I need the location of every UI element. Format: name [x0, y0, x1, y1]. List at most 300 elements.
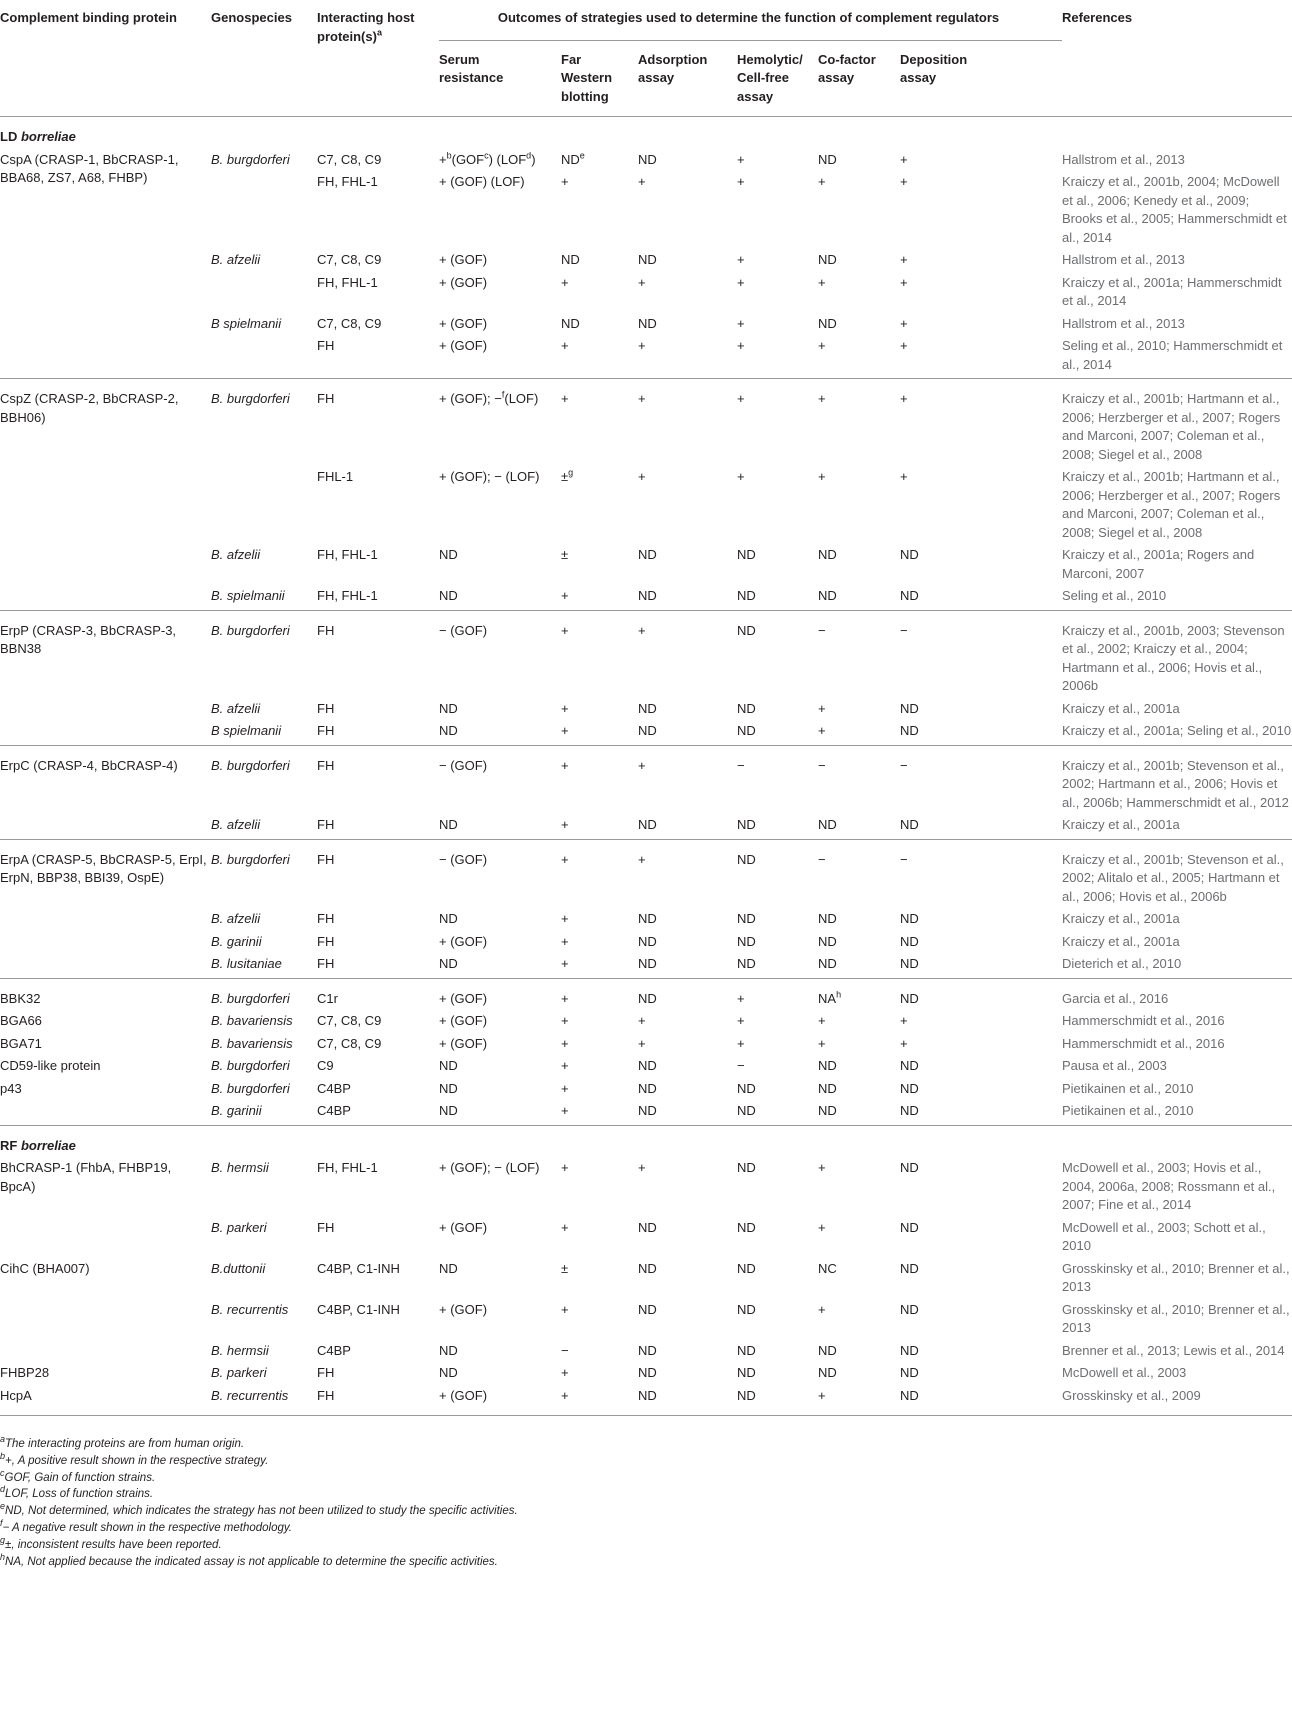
- far-western-cell: +: [561, 1035, 569, 1051]
- genospecies-cell: B. afzelii: [211, 700, 261, 716]
- far-western-cell: +: [561, 956, 569, 971]
- far-western-cell: $ND^e$: [561, 150, 585, 167]
- footnote: $^f$− A negative result shown in the respective methodology.: [0, 1518, 292, 1534]
- reference-cell: Kraiczy et al., 2001a; Rogers and Marconi, 2007: [1062, 547, 1255, 581]
- deposition-cell: +: [900, 469, 908, 484]
- deposition-cell: ND: [900, 911, 919, 926]
- serum-cell: ND: [439, 956, 458, 971]
- reference-cell: Kraiczy et al., 2001b, 2004; McDowell et al., 2006; Kenedy et al., 2009; Brooks et al., 2005; Hammerschmidt et al., 2014: [1062, 174, 1287, 245]
- deposition-cell: +: [900, 338, 908, 353]
- cofactor-cell: +: [818, 1035, 826, 1051]
- protein-cell: CihC (BHA007): [0, 1260, 90, 1276]
- protein-cell: [0, 1098, 211, 1125]
- serum-cell: + (GOF): [439, 933, 488, 949]
- serum-cell: + (GOF): [439, 1301, 488, 1317]
- footnote: $^d$LOF, Loss of function strains.: [0, 1484, 154, 1501]
- cofactor-cell: +: [818, 469, 826, 484]
- genospecies-cell: [211, 169, 317, 247]
- table-footnotes: [0, 1436, 518, 1570]
- serum-cell: + (GOF): [439, 315, 488, 331]
- adsorption-cell: ND: [638, 1219, 657, 1235]
- host-cell: FH: [317, 622, 335, 638]
- table-row: [0, 1256, 1292, 1297]
- adsorption-cell: ND: [638, 252, 657, 267]
- hemolytic-cell: +: [737, 391, 745, 406]
- adsorption-cell: +: [638, 391, 646, 406]
- deposition-cell: ND: [900, 1342, 919, 1358]
- genospecies-cell: B.duttonii: [211, 1260, 266, 1276]
- host-cell: FH: [317, 338, 335, 353]
- hemolytic-cell: ND: [737, 700, 756, 716]
- host-cell: C1r: [317, 990, 338, 1006]
- section-rf-title: RF borreliae: [0, 1137, 76, 1153]
- genospecies-cell: B. parkeri: [211, 1219, 267, 1235]
- table-row: [0, 1155, 1292, 1215]
- host-cell: FH: [317, 956, 335, 971]
- reference-cell: Hallstrom et al., 2013: [1062, 252, 1185, 267]
- reference-cell: McDowell et al., 2003: [1062, 1365, 1187, 1380]
- far-western-cell: +: [561, 1013, 569, 1028]
- hemolytic-cell: ND: [737, 1160, 756, 1175]
- host-cell: C9: [317, 1058, 334, 1073]
- host-cell: FH: [317, 817, 335, 832]
- genospecies-cell: B. recurrentis: [211, 1301, 289, 1317]
- far-western-cell: +: [561, 1080, 569, 1096]
- far-western-cell: +: [561, 757, 569, 773]
- reference-cell: Kraiczy et al., 2001b, 2003; Stevenson et al., 2002; Kraiczy et al., 2004; Hartmann et al., 2006; Hovis et al., 2006b: [1062, 622, 1285, 693]
- genospecies-cell: B. burgdorferi: [211, 990, 290, 1006]
- deposition-cell: ND: [900, 1219, 919, 1235]
- far-western-cell: +: [561, 174, 569, 189]
- deposition-cell: ND: [900, 956, 919, 971]
- far-western-cell: +: [561, 851, 569, 867]
- header-row: [0, 0, 1292, 41]
- host-cell: FH: [317, 911, 335, 926]
- hemolytic-cell: ND: [737, 1387, 756, 1403]
- adsorption-cell: ND: [638, 1058, 657, 1073]
- host-cell: FH: [317, 1219, 335, 1235]
- deposition-cell: ND: [900, 1260, 919, 1276]
- hemolytic-cell: +: [737, 1035, 745, 1051]
- genospecies-cell: B spielmanii: [211, 315, 282, 331]
- hemolytic-cell: +: [737, 469, 745, 484]
- reference-cell: Kraiczy et al., 2001b; Stevenson et al., 2002; Hartmann et al., 2006; Hovis et al., 2006b; Hammerschmidt et al., 2012: [1062, 757, 1289, 810]
- reference-cell: McDowell et al., 2003; Hovis et al., 2004, 2006a, 2008; Rossmann et al., 2007; Fine et al., 2014: [1062, 1160, 1276, 1212]
- adsorption-cell: ND: [638, 911, 657, 926]
- adsorption-cell: ND: [638, 1103, 657, 1118]
- adsorption-cell: ND: [638, 1365, 657, 1380]
- genospecies-cell: B. hermsii: [211, 1160, 269, 1175]
- cofactor-cell: ND: [818, 817, 837, 832]
- reference-cell: Kraiczy et al., 2001a: [1062, 933, 1180, 949]
- deposition-cell: +: [900, 391, 908, 406]
- reference-cell: Seling et al., 2010: [1062, 588, 1167, 603]
- adsorption-cell: +: [638, 1013, 646, 1028]
- serum-cell: + (GOF): [439, 1035, 488, 1051]
- deposition-cell: ND: [900, 1058, 919, 1073]
- serum-cell: + (GOF): [439, 1219, 488, 1235]
- reference-cell: Brenner et al., 2013; Lewis et al., 2014: [1062, 1342, 1285, 1358]
- hemolytic-cell: ND: [737, 911, 756, 926]
- section-ld-title: LD borreliae: [0, 129, 76, 144]
- hemolytic-cell: ND: [737, 933, 756, 949]
- host-cell: FH: [317, 933, 335, 949]
- protein-cell: FHBP28: [0, 1365, 50, 1380]
- host-cell: FH: [317, 700, 335, 716]
- serum-cell: ND: [439, 1058, 458, 1073]
- host-cell: C4BP: [317, 1103, 351, 1118]
- deposition-cell: ND: [900, 547, 919, 562]
- deposition-cell: ND: [900, 1301, 919, 1317]
- hemolytic-cell: +: [737, 151, 745, 167]
- host-cell: FH: [317, 391, 335, 406]
- deposition-cell: ND: [900, 1160, 919, 1175]
- far-western-cell: +: [561, 588, 569, 603]
- table-row: [0, 1008, 1292, 1031]
- genospecies-cell: B. hermsii: [211, 1342, 269, 1358]
- serum-cell: ND: [439, 723, 458, 738]
- reference-cell: Pietikainen et al., 2010: [1062, 1080, 1194, 1096]
- hemolytic-cell: ND: [737, 1219, 756, 1235]
- far-western-cell: +: [561, 391, 569, 406]
- genospecies-cell: B. burgdorferi: [211, 1058, 290, 1073]
- reference-cell: Hallstrom et al., 2013: [1062, 315, 1185, 331]
- header-deposition: Deposition assay: [900, 51, 968, 85]
- cofactor-cell: +: [818, 274, 826, 290]
- table-row: [0, 839, 1292, 906]
- serum-cell: ND: [439, 817, 458, 832]
- far-western-cell: +: [561, 700, 569, 716]
- hemolytic-cell: ND: [737, 1080, 756, 1096]
- far-western-cell: +: [561, 933, 569, 949]
- serum-cell: ND: [439, 1260, 458, 1276]
- adsorption-cell: ND: [638, 547, 657, 562]
- cofactor-cell: ND: [818, 1365, 837, 1380]
- section-rf: [0, 1125, 1292, 1155]
- genospecies-cell: B. afzelii: [211, 547, 261, 562]
- deposition-cell: −: [900, 851, 908, 867]
- cofactor-cell: ND: [818, 1342, 837, 1358]
- table-row: [0, 745, 1292, 812]
- protein-cell: BhCRASP-1 (FhbA, FHBP19, BpcA): [0, 1160, 172, 1194]
- adsorption-cell: ND: [638, 1387, 657, 1403]
- protein-cell: ErpA (CRASP-5, BbCRASP-5, ErpI, ErpN, BBP38, BBI39, OspE): [0, 851, 207, 885]
- header-host-protein: Interacting host $protein(s)^a$: [317, 10, 415, 44]
- cofactor-cell: ND: [818, 933, 837, 949]
- serum-cell: + (GOF); − (LOF): [439, 469, 540, 484]
- deposition-cell: ND: [900, 933, 919, 949]
- adsorption-cell: ND: [638, 700, 657, 716]
- deposition-cell: −: [900, 757, 908, 773]
- adsorption-cell: +: [638, 622, 646, 638]
- hemolytic-cell: −: [737, 1058, 745, 1073]
- table-row: [0, 610, 1292, 696]
- host-cell: FH: [317, 851, 335, 867]
- protein-cell: CspA (CRASP-1, BbCRASP-1, BBA68, ZS7, A68, FHBP): [0, 151, 179, 185]
- genospecies-cell: [211, 333, 317, 379]
- reference-cell: Kraiczy et al., 2001b; Stevenson et al., 2002; Alitalo et al., 2005; Hartmann et al., 2006; Hovis et al., 2006b: [1062, 851, 1284, 904]
- host-cell: C4BP: [317, 1080, 351, 1096]
- host-cell: C4BP: [317, 1342, 351, 1358]
- cofactor-cell: +: [818, 1219, 826, 1235]
- table-row: [0, 147, 1292, 170]
- cofactor-cell: ND: [818, 588, 837, 603]
- protein-cell: HcpA: [0, 1387, 32, 1403]
- genospecies-cell: B. lusitaniae: [211, 956, 282, 971]
- far-western-cell: ND: [561, 315, 580, 331]
- hemolytic-cell: +: [737, 315, 745, 331]
- cofactor-cell: +: [818, 1160, 826, 1175]
- header-protein: Complement binding protein: [0, 10, 177, 25]
- cofactor-cell: NC: [818, 1260, 837, 1276]
- far-western-cell: +: [561, 723, 569, 738]
- adsorption-cell: +: [638, 851, 646, 867]
- deposition-cell: ND: [900, 723, 919, 738]
- protein-cell: BGA66: [0, 1013, 42, 1028]
- serum-cell: + (GOF): [439, 252, 488, 267]
- host-cell: FH, FHL-1: [317, 588, 378, 603]
- hemolytic-cell: ND: [737, 817, 756, 832]
- genospecies-cell: B. garinii: [211, 1103, 262, 1118]
- reference-cell: Seling et al., 2010; Hammerschmidt et al., 2014: [1062, 338, 1283, 372]
- adsorption-cell: +: [638, 1035, 646, 1051]
- genospecies-cell: B. burgdorferi: [211, 757, 290, 773]
- table-row: [0, 1098, 1292, 1125]
- serum-cell: + (GOF): [439, 338, 488, 353]
- reference-cell: Grosskinsky et al., 2010; Brenner et al., 2013: [1062, 1301, 1290, 1335]
- host-cell: FH, FHL-1: [317, 174, 378, 189]
- far-western-cell: ±: [561, 1260, 569, 1276]
- cofactor-cell: +: [818, 1301, 826, 1317]
- far-western-cell: +: [561, 990, 569, 1006]
- serum-cell: + (GOF); − (LOF): [439, 1160, 540, 1175]
- cofactor-cell: +: [818, 700, 826, 716]
- serum-cell: ND: [439, 911, 458, 926]
- host-cell: FH: [317, 757, 335, 773]
- cofactor-cell: ND: [818, 956, 837, 971]
- hemolytic-cell: ND: [737, 622, 756, 638]
- far-western-cell: +: [561, 911, 569, 926]
- protein-cell: BBK32: [0, 990, 41, 1006]
- hemolytic-cell: +: [737, 1013, 745, 1028]
- genospecies-cell: B. parkeri: [211, 1365, 267, 1380]
- host-cell: C7, C8, C9: [317, 1013, 382, 1028]
- cofactor-cell: ND: [818, 1103, 837, 1118]
- deposition-cell: +: [900, 315, 908, 331]
- far-western-cell: ND: [561, 252, 580, 267]
- table-row: [0, 1053, 1292, 1076]
- reference-cell: Kraiczy et al., 2001a: [1062, 911, 1180, 926]
- protein-cell: ErpC (CRASP-4, BbCRASP-4): [0, 757, 178, 773]
- serum-cell: − (GOF): [439, 622, 488, 638]
- serum-cell: ND: [439, 588, 458, 603]
- hemolytic-cell: ND: [737, 1301, 756, 1317]
- hemolytic-cell: ND: [737, 1342, 756, 1358]
- footnote: $^c$GOF, Gain of function strains.: [0, 1467, 156, 1484]
- header-hemolytic: Hemolytic/ Cell-free assay: [737, 51, 803, 104]
- section-ld: [0, 117, 1292, 147]
- footnote: $^e$ND, Not determined, which indicates the strategy has not been utilized to study the specific activities.: [0, 1501, 518, 1518]
- header-outcomes: Outcomes of strategies used to determine the function of complement regulators: [439, 0, 1062, 41]
- adsorption-cell: ND: [638, 990, 657, 1006]
- header-adsorption: Adsorption assay: [638, 51, 708, 85]
- cofactor-cell: ND: [818, 911, 837, 926]
- table-row: [0, 379, 1292, 465]
- host-cell: C7, C8, C9: [317, 1035, 382, 1051]
- host-cell: C7, C8, C9: [317, 151, 382, 167]
- footnote: $^h$NA, Not applied because the indicated assay is not applicable to determine the specific activities.: [0, 1551, 498, 1568]
- cofactor-cell: ND: [818, 1080, 837, 1096]
- genospecies-cell: B. burgdorferi: [211, 851, 290, 867]
- table-row: [0, 1383, 1292, 1416]
- header-references: References: [1062, 10, 1133, 25]
- genospecies-cell: B. burgdorferi: [211, 622, 290, 638]
- genospecies-cell: B. garinii: [211, 933, 262, 949]
- genospecies-cell: B. burgdorferi: [211, 1080, 290, 1096]
- deposition-cell: ND: [900, 700, 919, 716]
- serum-cell: + (GOF); −$^f$(LOF): [439, 389, 539, 406]
- serum-cell: ND: [439, 1103, 458, 1118]
- reference-cell: Hammerschmidt et al., 2016: [1062, 1013, 1225, 1028]
- reference-cell: Kraiczy et al., 2001a: [1062, 700, 1180, 716]
- deposition-cell: +: [900, 274, 908, 290]
- serum-cell: + (GOF) (LOF): [439, 174, 525, 189]
- far-western-cell: +: [561, 1219, 569, 1235]
- deposition-cell: ND: [900, 1080, 919, 1096]
- footnote: $^a$The interacting proteins are from human origin.: [0, 1434, 245, 1450]
- far-western-cell: ±: [561, 547, 569, 562]
- reference-cell: Garcia et al., 2016: [1062, 990, 1169, 1006]
- deposition-cell: +: [900, 1013, 908, 1028]
- hemolytic-cell: +: [737, 274, 745, 290]
- adsorption-cell: +: [638, 1160, 646, 1175]
- far-western-cell: +: [561, 1160, 569, 1175]
- far-western-cell: +: [561, 1301, 569, 1317]
- serum-cell: + (GOF): [439, 1387, 488, 1403]
- cofactor-cell: +: [818, 174, 826, 189]
- header-cofactor: Co-factor assay: [818, 51, 876, 85]
- deposition-cell: ND: [900, 1387, 919, 1403]
- reference-cell: Grosskinsky et al., 2010; Brenner et al., 2013: [1062, 1260, 1290, 1294]
- host-cell: C4BP, C1-INH: [317, 1301, 400, 1317]
- reference-cell: Kraiczy et al., 2001a; Seling et al., 2010: [1062, 723, 1292, 738]
- cofactor-cell: +: [818, 1387, 826, 1403]
- adsorption-cell: +: [638, 274, 646, 290]
- genospecies-cell: B. bavariensis: [211, 1013, 293, 1028]
- reference-cell: Kraiczy et al., 2001b; Hartmann et al., 2006; Herzberger et al., 2007; Rogers and Marconi, 2007; Coleman et al., 2008; Siegel et al., 2008: [1062, 469, 1281, 540]
- adsorption-cell: ND: [638, 588, 657, 603]
- adsorption-cell: ND: [638, 956, 657, 971]
- hemolytic-cell: +: [737, 990, 745, 1006]
- reference-cell: Dieterich et al., 2010: [1062, 956, 1182, 971]
- footnote: $^b$+, A positive result shown in the respective strategy.: [0, 1450, 269, 1467]
- serum-cell: ND: [439, 700, 458, 716]
- cofactor-cell: $NA^h$: [818, 989, 842, 1006]
- cofactor-cell: ND: [818, 1058, 837, 1073]
- hemolytic-cell: +: [737, 338, 745, 353]
- protein-cell: BGA71: [0, 1035, 42, 1051]
- serum-cell: + (GOF): [439, 990, 488, 1006]
- cofactor-cell: −: [818, 851, 826, 867]
- genospecies-cell: B. bavariensis: [211, 1035, 293, 1051]
- hemolytic-cell: ND: [737, 956, 756, 971]
- genospecies-cell: [211, 270, 317, 311]
- far-western-cell: +: [561, 274, 569, 290]
- host-cell: FH: [317, 1365, 335, 1380]
- hemolytic-cell: +: [737, 174, 745, 189]
- adsorption-cell: ND: [638, 817, 657, 832]
- far-western-cell: +: [561, 1103, 569, 1118]
- adsorption-cell: ND: [638, 1260, 657, 1276]
- table-row: [0, 1031, 1292, 1054]
- cofactor-cell: +: [818, 338, 826, 353]
- deposition-cell: ND: [900, 1103, 919, 1118]
- cofactor-cell: +: [818, 1013, 826, 1028]
- table-row: [0, 1076, 1292, 1099]
- host-cell: C7, C8, C9: [317, 252, 382, 267]
- host-cell: FH: [317, 723, 335, 738]
- host-cell: FH, FHL-1: [317, 547, 378, 562]
- cofactor-cell: ND: [818, 547, 837, 562]
- host-cell: FH, FHL-1: [317, 1160, 378, 1175]
- header-genospecies: Genospecies: [211, 10, 292, 25]
- header-serum-resistance: Serum resistance: [439, 51, 504, 85]
- footnote: $^g$±, inconsistent results have been reported.: [0, 1534, 222, 1551]
- deposition-cell: +: [900, 1035, 908, 1051]
- far-western-cell: −: [561, 1342, 569, 1358]
- far-western-cell: +: [561, 338, 569, 353]
- adsorption-cell: ND: [638, 151, 657, 167]
- far-western-cell: +: [561, 1365, 569, 1380]
- host-cell: FHL-1: [317, 469, 354, 484]
- reference-cell: Kraiczy et al., 2001a: [1062, 817, 1180, 832]
- hemolytic-cell: ND: [737, 723, 756, 738]
- genospecies-cell: B spielmanii: [211, 723, 282, 738]
- protein-cell: ErpP (CRASP-3, BbCRASP-3, BBN38: [0, 622, 177, 656]
- genospecies-cell: B. afzelii: [211, 817, 261, 832]
- serum-cell: ND: [439, 1080, 458, 1096]
- deposition-cell: +: [900, 151, 908, 167]
- adsorption-cell: ND: [638, 1301, 657, 1317]
- hemolytic-cell: +: [737, 252, 745, 267]
- serum-cell: ND: [439, 547, 458, 562]
- far-western-cell: +: [561, 1058, 569, 1073]
- adsorption-cell: ND: [638, 723, 657, 738]
- host-cell: FH, FHL-1: [317, 274, 378, 290]
- genospecies-cell: B. afzelii: [211, 911, 261, 926]
- serum-cell: − (GOF): [439, 851, 488, 867]
- reference-cell: Kraiczy et al., 2001a; Hammerschmidt et al., 2014: [1062, 274, 1282, 308]
- genospecies-cell: B. afzelii: [211, 252, 261, 267]
- far-western-cell: ±$^g$: [561, 467, 574, 484]
- table-row: [0, 978, 1292, 1008]
- reference-cell: McDowell et al., 2003; Schott et al., 2010: [1062, 1219, 1266, 1253]
- deposition-cell: ND: [900, 588, 919, 603]
- host-cell: FH: [317, 1387, 335, 1403]
- host-cell: C4BP, C1-INH: [317, 1260, 400, 1276]
- serum-cell: + (GOF): [439, 274, 488, 290]
- hemolytic-cell: ND: [737, 588, 756, 603]
- reference-cell: Pausa et al., 2003: [1062, 1058, 1167, 1073]
- reference-cell: Hammerschmidt et al., 2016: [1062, 1035, 1225, 1051]
- hemolytic-cell: ND: [737, 1365, 756, 1380]
- cofactor-cell: −: [818, 622, 826, 638]
- protein-cell: CD59-like protein: [0, 1058, 101, 1073]
- deposition-cell: ND: [900, 817, 919, 832]
- adsorption-cell: ND: [638, 315, 657, 331]
- hemolytic-cell: −: [737, 757, 745, 773]
- genospecies-cell: B. recurrentis: [211, 1387, 289, 1403]
